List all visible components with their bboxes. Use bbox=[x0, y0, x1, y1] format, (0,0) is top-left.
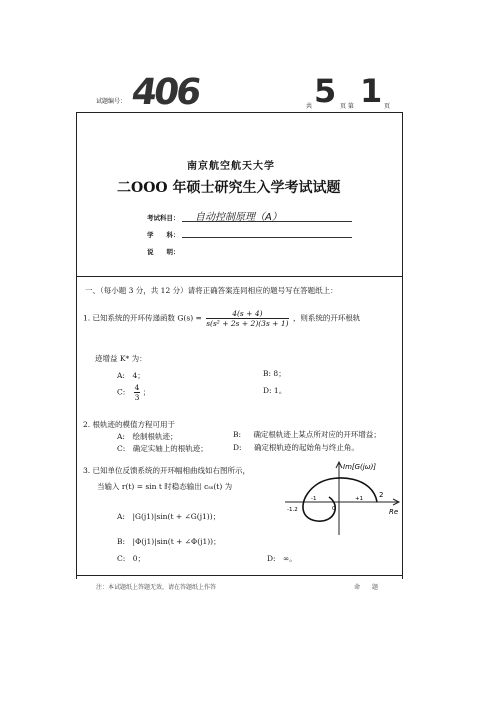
exam-id-value: 406 bbox=[129, 72, 202, 113]
page-suffix: 页 bbox=[384, 103, 391, 110]
q2-option-a: A: 绘制根轨迹； bbox=[117, 432, 178, 441]
q2-option-b bbox=[233, 429, 381, 440]
two-label: 2 bbox=[379, 491, 384, 499]
q1-line2: 迹增益 K* 为： bbox=[95, 354, 147, 363]
bottom-rule bbox=[77, 575, 403, 576]
page-number: 1 bbox=[360, 72, 383, 110]
q1-numerator: 4(s + 4) bbox=[206, 309, 288, 319]
q2-d-text: 确定根轨迹的起始角与终止角。 bbox=[253, 443, 359, 452]
q2-option-d bbox=[233, 442, 359, 453]
footer-right: 命 题 bbox=[354, 584, 379, 591]
title-divider bbox=[77, 276, 403, 277]
q2-b-label: B: bbox=[233, 430, 242, 439]
im-label: Im[G(jω)] bbox=[343, 463, 377, 471]
q3-stem: 3. 已知单位反馈系统的开环幅相曲线如右图所示， bbox=[83, 466, 251, 475]
q1-stem bbox=[83, 309, 360, 328]
page-total-label: 共 bbox=[306, 103, 313, 110]
q3-option-d: D: ∞。 bbox=[267, 554, 297, 563]
q1-option-a: A: 4； bbox=[117, 371, 145, 380]
q3-option-a: A: |G(j1)|sin(t + ∠G(j1))； bbox=[117, 512, 221, 521]
university-name: 南京航空航天大学 bbox=[187, 161, 275, 172]
q3-line2: 当输入 r(t) = sin t 时稳态输出 cₛₛ(t) 为 bbox=[97, 482, 233, 491]
q1-denominator: s(s² + 2s + 2)(3s + 1) bbox=[206, 319, 289, 328]
note-label: 说 明： bbox=[147, 248, 180, 256]
q1-suffix: ，则系统的开环根轨 bbox=[292, 313, 361, 323]
subject-underline bbox=[182, 221, 352, 222]
q2-stem: 2. 根轨迹的模值方程可用于 bbox=[83, 420, 176, 429]
page-of-label: 页 第 bbox=[340, 103, 354, 110]
q2-option-c: C: 确定实轴上的根轨迹； bbox=[117, 444, 208, 453]
plus-one-label: +1 bbox=[355, 496, 364, 502]
major-underline bbox=[182, 237, 352, 238]
major-label: 学 科： bbox=[147, 231, 180, 239]
q3-option-c: C: 0； bbox=[117, 554, 146, 563]
exam-id-label: 试题编号： bbox=[96, 98, 127, 105]
neg-label: -1.2 bbox=[287, 507, 298, 513]
q1-option-b: B: 8； bbox=[263, 369, 286, 378]
q1-c-den: 3 bbox=[134, 393, 140, 402]
q1-prefix: 1. 已知系统的开环传递函数 G(s) = bbox=[83, 313, 202, 323]
q1-option-d: D: 1。 bbox=[263, 386, 287, 395]
q1-fraction bbox=[206, 309, 288, 328]
q1-option-c bbox=[117, 383, 150, 402]
nyquist-plot bbox=[277, 457, 403, 537]
origin-label: 0 bbox=[332, 506, 336, 512]
q1-c-fraction bbox=[134, 383, 141, 402]
footer-note: 注：本试题纸上答题无效，请在答题纸上作答 bbox=[96, 584, 217, 591]
section-heading: 一、（每小题 3 分，共 12 分）请将正确答案连同相应的题号写在答题纸上： bbox=[85, 286, 338, 295]
exam-title: 二OOO 年硕士研究生入学考试试题 bbox=[117, 180, 341, 196]
subject-value: 自动控制原理（A） bbox=[195, 212, 282, 223]
minus-one-label: -1 bbox=[311, 496, 317, 502]
q2-d-label: D: bbox=[233, 443, 242, 452]
page-total: 5 bbox=[314, 72, 337, 110]
q2-b-text: 确定根轨迹上某点所对应的开环增益； bbox=[253, 430, 381, 439]
q1-c-label: C: bbox=[117, 387, 126, 397]
q1-c-num: 4 bbox=[134, 383, 140, 392]
subject-label: 考试科目： bbox=[147, 214, 180, 222]
q3-option-b: B: |Φ(j1)|sin(t + ∠Φ(j1))； bbox=[117, 537, 221, 546]
exam-frame bbox=[76, 112, 403, 579]
re-label: Re bbox=[389, 508, 399, 516]
q1-c-end: ； bbox=[142, 387, 151, 397]
